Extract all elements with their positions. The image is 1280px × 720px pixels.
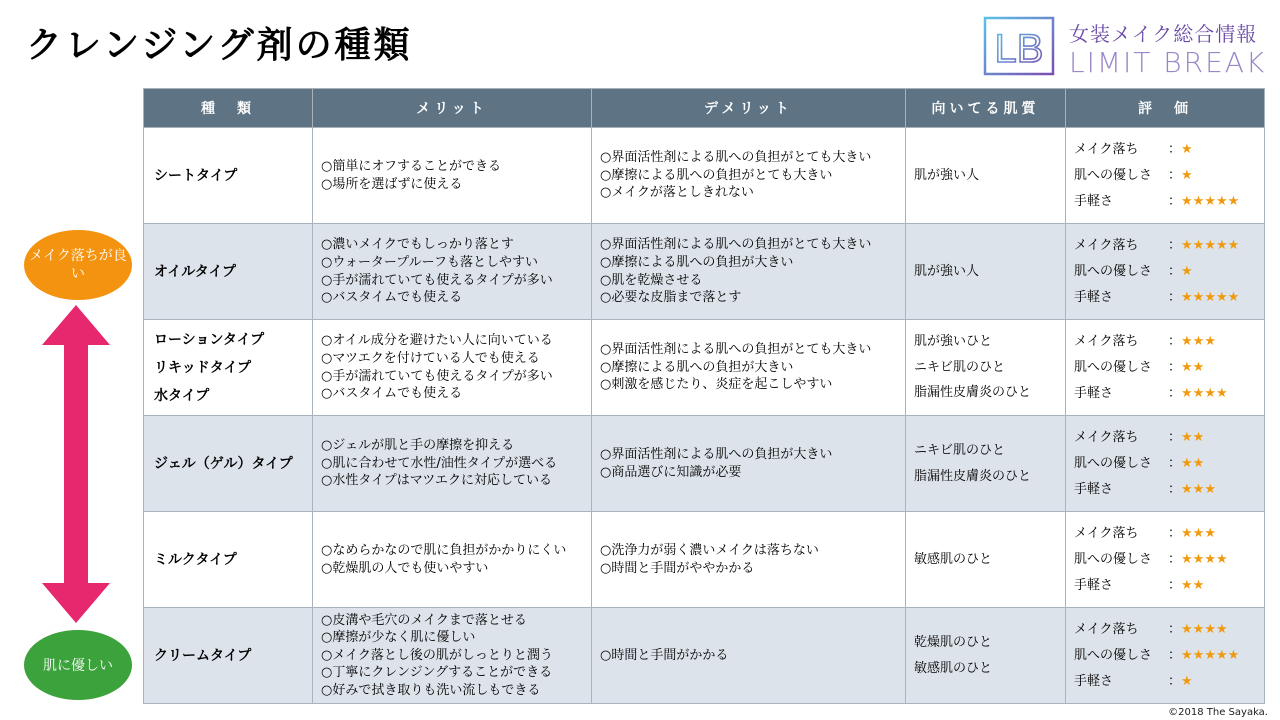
demerits-cell-line: ○界面活性剤による肌への負担がとても大きい [600, 150, 872, 166]
merits-cell-line: ○バスタイムでも使える [321, 386, 463, 402]
star-rating: ★★★★ [1181, 385, 1228, 401]
demerits-cell-line: ○摩擦による肌への負担が大きい [600, 254, 794, 270]
merits-cell-line: ○マツエクを付けている人でも使える [321, 350, 540, 366]
logo [983, 16, 1273, 80]
suited-cell [906, 224, 1066, 320]
eval-label: 肌への優しさ [1074, 551, 1153, 567]
eval-row [1074, 617, 1256, 643]
star-rating: ★ [1181, 141, 1193, 157]
demerits-cell [592, 512, 906, 608]
demerits-cell-line: ○必要な皮脂まで落とす [600, 290, 742, 306]
merits-cell-line: ○乾燥肌の人でも使いやすい [321, 560, 489, 576]
side-label-top: メイク落ちが良い [24, 230, 132, 300]
type-cell [144, 608, 313, 704]
eval-separator: ： [1168, 263, 1182, 279]
suited-cell-line: 肌が強い人 [914, 263, 980, 279]
header-merits: メリット [313, 89, 592, 128]
page-title: クレンジング剤の種類 [26, 25, 413, 66]
suited-cell-line: 敏感肌のひと [914, 551, 993, 567]
suited-cell [906, 128, 1066, 224]
eval-separator: ： [1168, 621, 1182, 637]
demerits-cell-line: ○刺激を感じたり、炎症を起こしやすい [600, 377, 833, 393]
merits-cell-line: ○濃いメイクでもしっかり落とす [321, 237, 514, 253]
merits-cell-line: ○水性タイプはマツエクに対応している [321, 473, 553, 489]
eval-separator: ： [1168, 551, 1182, 567]
merits-cell [313, 512, 592, 608]
type-cell [144, 224, 313, 320]
eval-row [1074, 137, 1256, 163]
demerits-cell [592, 224, 906, 320]
suited-cell-line: 脂漏性皮膚炎のひと [914, 385, 1032, 401]
header-demerits: デメリット [592, 89, 906, 128]
eval-separator: ： [1168, 525, 1182, 541]
copyright: ©2018 The Sayaka. [1168, 707, 1268, 718]
eval-row [1074, 355, 1256, 381]
table-row [144, 608, 1265, 704]
eval-cell [1066, 224, 1265, 320]
logo-name: LIMIT BREAK [1069, 46, 1267, 79]
suited-cell-line: 肌が強い人 [914, 167, 980, 183]
type-cell [144, 128, 313, 224]
eval-row [1074, 425, 1256, 451]
eval-label: 手軽さ [1074, 289, 1114, 305]
demerits-cell-line: ○肌を乾燥させる [600, 272, 703, 288]
eval-row [1074, 329, 1256, 355]
merits-cell [313, 224, 592, 320]
type-cell [144, 320, 313, 416]
table-row [144, 128, 1265, 224]
eval-label: 手軽さ [1074, 673, 1114, 689]
cleansing-table [143, 88, 1265, 704]
eval-cell [1066, 608, 1265, 704]
eval-label: 肌への優しさ [1074, 263, 1153, 279]
eval-separator: ： [1168, 193, 1182, 209]
eval-row [1074, 643, 1256, 669]
star-rating: ★ [1181, 673, 1193, 689]
suited-cell-line: ニキビ肌のひと [914, 443, 1006, 459]
eval-label: 手軽さ [1074, 193, 1114, 209]
suited-cell-line: 敏感肌のひと [914, 660, 993, 676]
demerits-cell-line: ○界面活性剤による肌への負担がとても大きい [600, 237, 872, 253]
demerits-cell [592, 416, 906, 512]
eval-cell [1066, 320, 1265, 416]
suited-cell-line: 脂漏性皮膚炎のひと [914, 468, 1032, 484]
eval-row [1074, 477, 1256, 503]
eval-row [1074, 189, 1256, 215]
star-rating: ★★ [1181, 359, 1205, 375]
eval-label: 肌への優しさ [1074, 167, 1153, 183]
demerits-cell [592, 608, 906, 704]
demerits-cell-line: ○時間と手間がややかかる [600, 560, 755, 576]
merits-cell [313, 416, 592, 512]
eval-row [1074, 381, 1256, 407]
merits-cell-line: ○簡単にオフすることができる [321, 158, 501, 174]
side-label-bottom: 肌に優しい [24, 630, 132, 700]
type-cell-line: ミルクタイプ [154, 551, 237, 568]
type-cell-line: オイルタイプ [154, 263, 237, 280]
header-eval: 評 価 [1066, 89, 1265, 128]
eval-label: メイク落ち [1074, 237, 1139, 253]
star-rating: ★★★ [1181, 525, 1216, 541]
double-arrow-icon [40, 305, 112, 623]
eval-label: 肌への優しさ [1074, 359, 1153, 375]
table-row [144, 416, 1265, 512]
merits-cell-line: ○手が濡れていても使えるタイプが多い [321, 368, 553, 384]
eval-separator: ： [1168, 141, 1182, 157]
eval-label: メイク落ち [1074, 621, 1139, 637]
star-rating: ★★ [1181, 429, 1205, 445]
eval-label: メイク落ち [1074, 525, 1139, 541]
star-rating: ★★★★★ [1181, 647, 1240, 663]
type-cell-line: クリームタイプ [154, 647, 252, 664]
eval-cell [1066, 128, 1265, 224]
eval-row [1074, 285, 1256, 311]
merits-cell-line: ○なめらかなので肌に負担がかかりにくい [321, 542, 567, 558]
star-rating: ★★★★★ [1181, 289, 1240, 305]
type-cell-line: ジェル（ゲル）タイプ [154, 455, 293, 472]
eval-separator: ： [1168, 673, 1182, 689]
type-cell-line: ローションタイプ [154, 331, 265, 348]
merits-cell-line: ○バスタイムでも使える [321, 290, 463, 306]
header-type: 種 類 [144, 89, 313, 128]
svg-text:LB: LB [994, 27, 1044, 71]
merits-cell-line: ○好みで拭き取りも洗い流しもできる [321, 682, 541, 698]
table-row [144, 320, 1265, 416]
merits-cell [313, 128, 592, 224]
eval-row [1074, 233, 1256, 259]
type-cell [144, 416, 313, 512]
demerits-cell-line: ○界面活性剤による肌への負担がとても大きい [600, 342, 872, 358]
type-cell-line: リキッドタイプ [154, 359, 252, 376]
suited-cell [906, 608, 1066, 704]
eval-separator: ： [1168, 289, 1182, 305]
eval-row [1074, 521, 1256, 547]
demerits-cell-line: ○時間と手間がかかる [600, 647, 729, 663]
star-rating: ★ [1181, 263, 1193, 279]
eval-label: 肌への優しさ [1074, 455, 1153, 471]
eval-label: 手軽さ [1074, 481, 1114, 497]
type-cell-line: 水タイプ [154, 387, 210, 404]
merits-cell-line: ○丁寧にクレンジングすることができる [321, 665, 553, 681]
star-rating: ★★★ [1181, 333, 1216, 349]
merits-cell-line: ○メイク落とし後の肌がしっとりと潤う [321, 647, 553, 663]
eval-separator: ： [1168, 237, 1182, 253]
demerits-cell-line: ○摩擦による肌への負担がとても大きい [600, 167, 833, 183]
demerits-cell-line: ○メイクが落としきれない [600, 185, 754, 201]
eval-row [1074, 451, 1256, 477]
demerits-cell [592, 320, 906, 416]
eval-separator: ： [1168, 577, 1182, 593]
star-rating: ★★★ [1181, 481, 1216, 497]
logo-mark-icon [983, 16, 1055, 76]
merits-cell-line: ○肌に合わせて水性/油性タイプが選べる [321, 455, 558, 471]
eval-cell [1066, 416, 1265, 512]
star-rating: ★★ [1181, 577, 1205, 593]
suited-cell [906, 320, 1066, 416]
header-suited: 向いてる肌質 [906, 89, 1066, 128]
type-cell [144, 512, 313, 608]
eval-separator: ： [1168, 167, 1182, 183]
eval-row [1074, 163, 1256, 189]
eval-row [1074, 547, 1256, 573]
eval-separator: ： [1168, 385, 1182, 401]
merits-cell-line: ○ジェルが肌と手の摩擦を抑える [321, 438, 515, 454]
merits-cell [313, 320, 592, 416]
eval-row [1074, 573, 1256, 599]
merits-cell-line: ○手が濡れていても使えるタイプが多い [321, 272, 553, 288]
merits-cell-line: ○ウォータープルーフも落としやすい [321, 254, 539, 270]
eval-separator: ： [1168, 359, 1182, 375]
table-row [144, 224, 1265, 320]
demerits-cell-line: ○商品選びに知識が必要 [600, 464, 742, 480]
table-row [144, 512, 1265, 608]
suited-cell [906, 416, 1066, 512]
demerits-cell-line: ○摩擦による肌への負担が大きい [600, 359, 794, 375]
eval-separator: ： [1168, 455, 1182, 471]
star-rating: ★★★★ [1181, 621, 1228, 637]
demerits-cell [592, 128, 906, 224]
merits-cell-line: ○摩擦が少なく肌に優しい [321, 630, 476, 646]
star-rating: ★★★★★ [1181, 237, 1240, 253]
eval-separator: ： [1168, 333, 1182, 349]
table-header-row [144, 89, 1265, 128]
star-rating: ★★★★ [1181, 551, 1228, 567]
eval-separator: ： [1168, 481, 1182, 497]
eval-label: メイク落ち [1074, 141, 1139, 157]
eval-label: メイク落ち [1074, 333, 1139, 349]
star-rating: ★ [1181, 167, 1193, 183]
demerits-cell-line: ○洗浄力が弱く濃いメイクは落ちない [600, 542, 819, 558]
eval-label: 手軽さ [1074, 385, 1114, 401]
merits-cell-line: ○皮溝や毛穴のメイクまで落とせる [321, 612, 527, 628]
star-rating: ★★ [1181, 455, 1205, 471]
eval-separator: ： [1168, 429, 1182, 445]
eval-label: メイク落ち [1074, 429, 1139, 445]
merits-cell-line: ○場所を選ばずに使える [321, 176, 463, 192]
eval-label: 手軽さ [1074, 577, 1114, 593]
type-cell-line: シートタイプ [154, 167, 238, 184]
eval-label: 肌への優しさ [1074, 647, 1153, 663]
star-rating: ★★★★★ [1181, 193, 1240, 209]
merits-cell [313, 608, 592, 704]
logo-subtitle: 女装メイク総合情報 [1069, 22, 1258, 46]
eval-separator: ： [1168, 647, 1182, 663]
suited-cell-line: ニキビ肌のひと [914, 359, 1006, 375]
suited-cell-line: 肌が強いひと [914, 334, 993, 350]
eval-cell [1066, 512, 1265, 608]
eval-row [1074, 669, 1256, 695]
eval-row [1074, 259, 1256, 285]
demerits-cell-line: ○界面活性剤による肌への負担が大きい [600, 446, 833, 462]
suited-cell-line: 乾燥肌のひと [914, 635, 993, 651]
merits-cell-line: ○オイル成分を避けたい人に向いている [321, 333, 553, 349]
suited-cell [906, 512, 1066, 608]
